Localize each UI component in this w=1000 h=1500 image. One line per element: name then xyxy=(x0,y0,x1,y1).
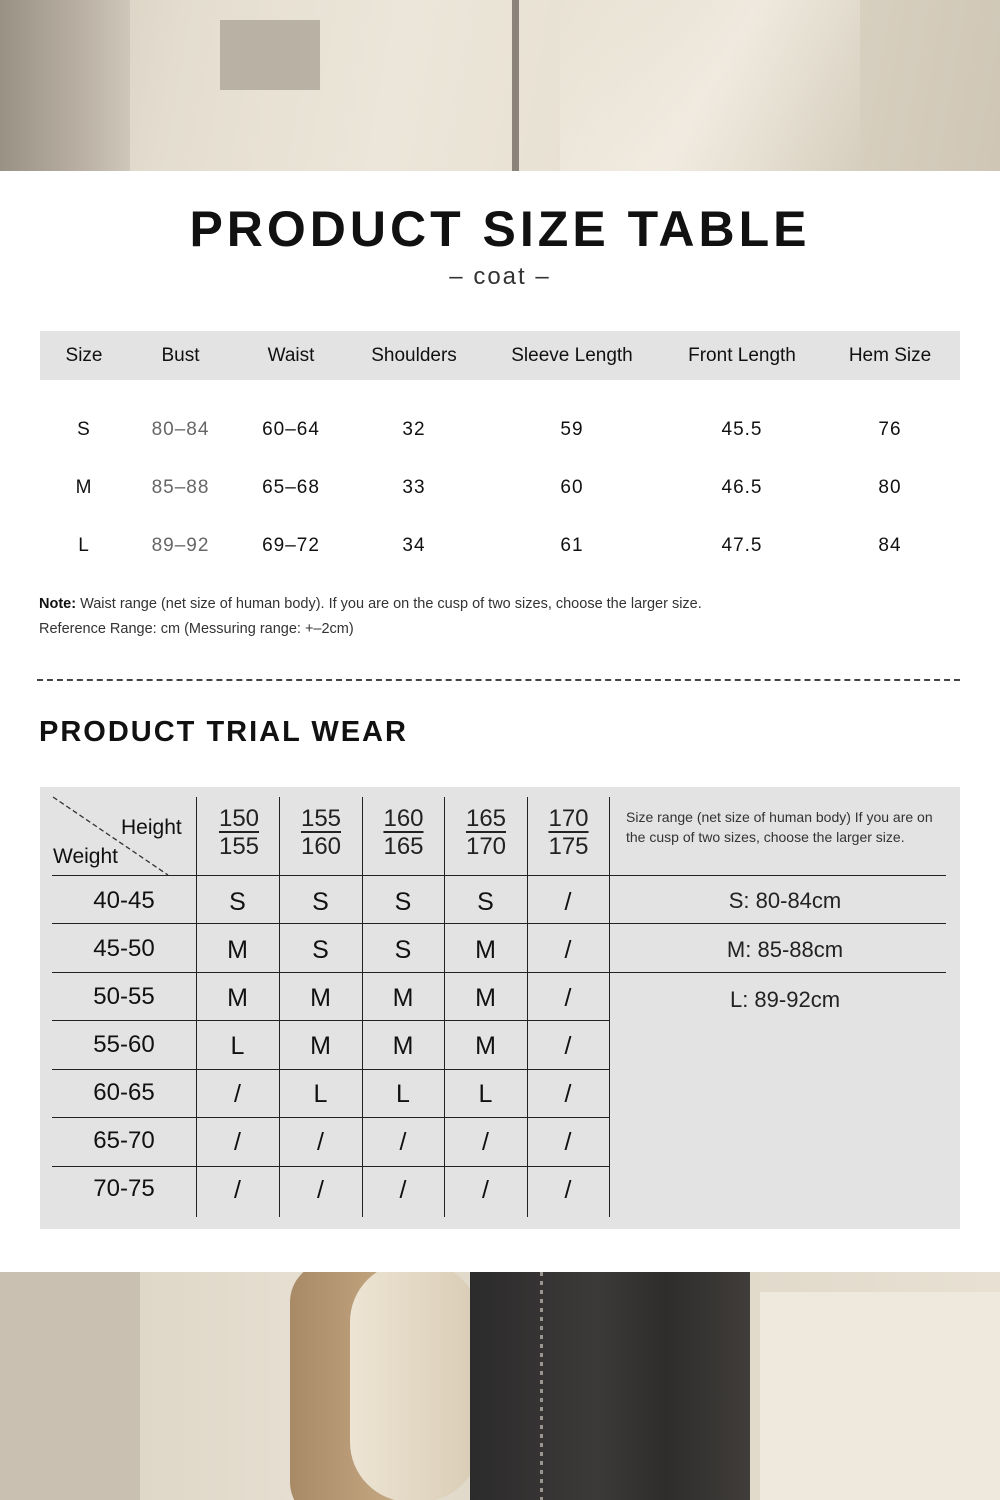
size-cell: M xyxy=(392,984,414,1012)
note-text: Waist range (net size of human body). If you are on the cusp of two sizes, choose the larger size. xyxy=(76,596,702,612)
height-axis-label: Height xyxy=(121,816,182,839)
waist-cell: 65–68 xyxy=(262,477,320,498)
size-cell: / xyxy=(234,1176,241,1204)
size-cell: / xyxy=(317,1176,324,1204)
sleeve-length-cell: 61 xyxy=(560,535,584,556)
weight-range-cell: 55-60 xyxy=(93,1031,155,1058)
bust-range-s: S: 80-84cm xyxy=(728,888,842,913)
size-cell: / xyxy=(234,1128,241,1156)
size-cell: M xyxy=(475,1032,496,1060)
column-header-size: Size xyxy=(65,345,103,366)
sleeve-length-cell: 60 xyxy=(560,477,584,498)
weight-range-cell: 65-70 xyxy=(93,1127,155,1154)
table-row xyxy=(40,526,960,566)
shoulders-cell: 32 xyxy=(402,419,426,440)
note-label: Note: xyxy=(39,596,77,612)
size-cell: / xyxy=(564,888,572,916)
trial-wear-title: PRODUCT TRIAL WEAR xyxy=(39,716,408,748)
size-cell: / xyxy=(482,1128,489,1156)
size-cell: M xyxy=(310,1032,331,1060)
bust-cell: 89–92 xyxy=(151,535,210,556)
size-cell: / xyxy=(399,1176,407,1204)
column-header-shoulders: Shoulders xyxy=(371,345,457,366)
size-cell: M xyxy=(227,984,248,1012)
size-cell: M xyxy=(475,984,496,1012)
trial-wear-table xyxy=(40,787,960,1229)
front-length-cell: 47.5 xyxy=(721,535,763,556)
size-cell: M xyxy=(392,1032,414,1060)
size-cell: L xyxy=(230,1032,245,1060)
height-range-4: 165 170 xyxy=(465,805,507,860)
column-header-waist: Waist xyxy=(267,345,315,366)
size-cell: S xyxy=(312,888,329,916)
height-range-5: 170 175 xyxy=(548,805,589,860)
size-cell: S xyxy=(312,936,329,964)
height-range-2: 155 160 xyxy=(300,805,342,860)
size-cell: M xyxy=(75,477,93,498)
weight-range-cell: 70-75 xyxy=(93,1175,155,1202)
weight-range-cell: 60-65 xyxy=(93,1079,155,1106)
size-cell: / xyxy=(564,1032,572,1060)
size-cell: S xyxy=(77,419,91,440)
size-cell: S xyxy=(229,888,246,916)
column-header-sleeve-length: Sleeve Length xyxy=(511,345,633,366)
bust-range-m: M: 85-88cm xyxy=(726,937,844,962)
page-title: PRODUCT SIZE TABLE xyxy=(189,201,811,257)
size-cell: L xyxy=(313,1080,328,1108)
size-cell: S xyxy=(394,936,412,964)
bottom-product-photo xyxy=(0,1272,1000,1500)
column-header-bust: Bust xyxy=(161,345,200,366)
size-cell: / xyxy=(317,1128,324,1156)
column-header-hem-size: Hem Size xyxy=(848,345,932,366)
hem-size-cell: 84 xyxy=(878,535,902,556)
size-cell: L xyxy=(78,535,90,556)
hem-size-cell: 76 xyxy=(878,419,902,440)
height-range-1: 150 155 xyxy=(218,805,260,860)
size-cell: / xyxy=(234,1080,241,1108)
size-table-header xyxy=(40,331,960,380)
front-length-cell: 46.5 xyxy=(721,477,763,498)
size-cell: / xyxy=(564,984,572,1012)
waist-cell: 60–64 xyxy=(262,419,320,440)
size-cell: M xyxy=(227,936,248,964)
size-cell: L xyxy=(396,1080,410,1108)
weight-range-cell: 50-55 xyxy=(93,983,155,1010)
bust-cell: 80–84 xyxy=(151,419,210,440)
top-product-photo xyxy=(0,0,1000,171)
section-divider xyxy=(37,679,960,681)
size-cell: / xyxy=(564,1080,572,1108)
size-cell: / xyxy=(564,1128,572,1156)
size-cell: / xyxy=(564,936,572,964)
weight-range-cell: 45-50 xyxy=(93,935,155,962)
size-range-note: Size range (net size of human body) If you are on the cusp of two sizes, choose the larger size. xyxy=(626,809,933,845)
size-cell: M xyxy=(310,984,331,1012)
shoulders-cell: 34 xyxy=(402,535,426,556)
sleeve-length-cell: 59 xyxy=(560,419,584,440)
bust-cell: 85–88 xyxy=(151,477,210,498)
table-row xyxy=(40,410,960,450)
reference-range-note: Reference Range: cm (Messuring range: +–2cm) xyxy=(39,621,354,637)
size-cell: / xyxy=(482,1176,489,1204)
size-cell: S xyxy=(394,888,412,916)
weight-range-cell: 40-45 xyxy=(93,887,155,914)
waist-cell: 69–72 xyxy=(262,535,320,556)
size-cell: L xyxy=(478,1080,493,1108)
size-note xyxy=(39,596,702,612)
front-length-cell: 45.5 xyxy=(721,419,763,440)
size-cell: / xyxy=(399,1128,407,1156)
size-cell: S xyxy=(477,888,494,916)
size-cell: M xyxy=(475,936,496,964)
weight-axis-label: Weight xyxy=(53,845,118,868)
page-subtitle: – coat – xyxy=(449,263,551,290)
bust-range-l: L: 89-92cm xyxy=(729,987,841,1012)
shoulders-cell: 33 xyxy=(402,477,426,498)
height-range-3: 160 165 xyxy=(383,805,424,860)
size-cell: / xyxy=(564,1176,572,1204)
column-header-front-length: Front Length xyxy=(688,345,796,366)
table-row xyxy=(40,468,960,508)
hem-size-cell: 80 xyxy=(878,477,902,498)
